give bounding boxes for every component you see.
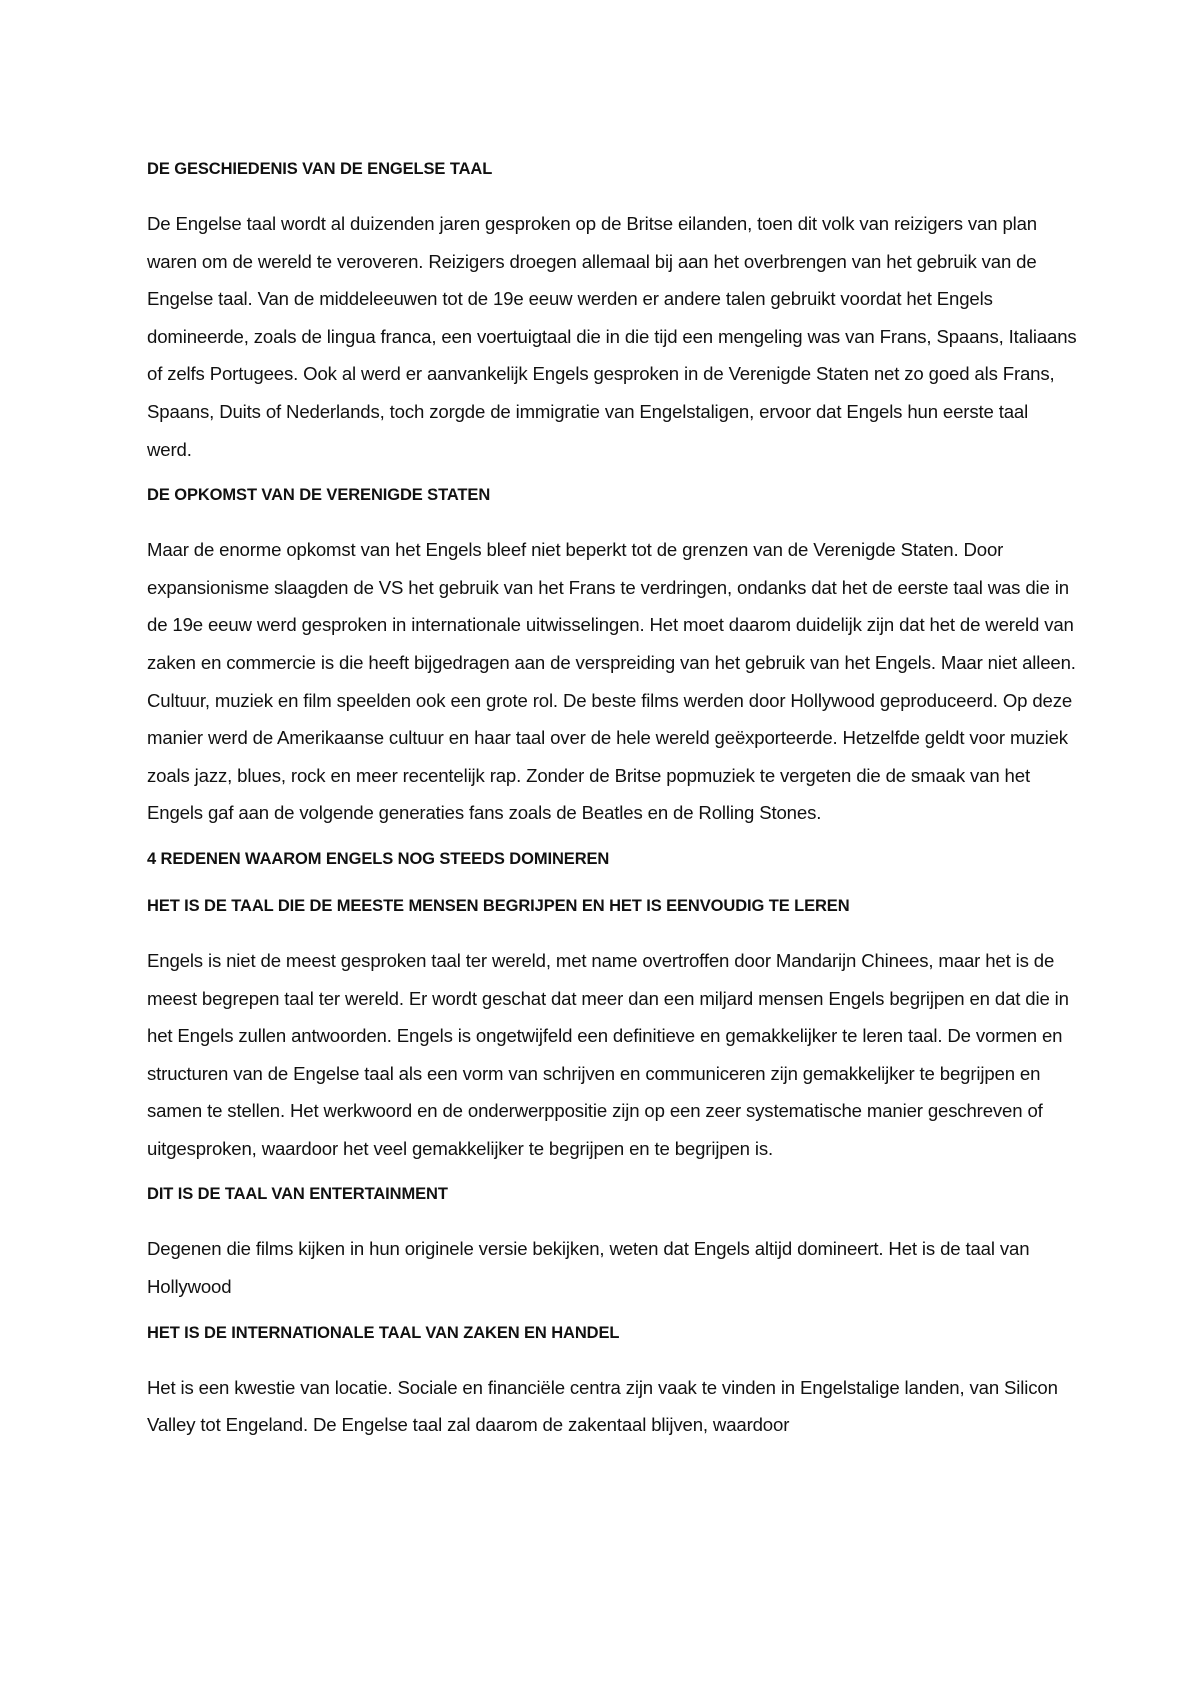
- document-body: [147, 158, 1077, 1444]
- section-heading-history: DE GESCHIEDENIS VAN DE ENGELSE TAAL: [147, 160, 493, 178]
- section-heading-entertainment: DIT IS DE TAAL VAN ENTERTAINMENT: [147, 1185, 448, 1204]
- section-heading-most-understood: HET IS DE TAAL DIE DE MEESTE MENSEN BEGRIJPEN EN HET IS EENVOUDIG TE LEREN: [147, 896, 850, 915]
- section-heading-rise-us: DE OPKOMST VAN DE VERENIGDE STATEN: [147, 486, 491, 505]
- section-paragraph-business: Het is een kwestie van locatie. Sociale en financiële centra zijn vaak te vinden in Engelstalige landen, van Silicon Valley tot Engeland. De Engelse taal zal daarom de zakentaal blijven, waardoor: [147, 1376, 1058, 1436]
- section-heading-four-reasons: 4 REDENEN WAAROM ENGELS NOG STEEDS DOMINEREN: [147, 849, 610, 868]
- section-paragraph-history: De Engelse taal wordt al duizenden jaren gesproken op de Britse eilanden, toen dit volk van reizigers van plan waren om de wereld te veroveren. Reizigers droegen allemaal bij aan het overbrengen van het gebruik van de Engelse taal. Van de middeleeuwen tot de 19e eeuw werden er andere talen gebruikt voordat het Engels domineerde, zoals de lingua franca, een voertuigtaal die in die tijd een mengeling was van Frans, Spaans, Italiaans of zelfs Portugees. Ook al werd er aanvankelijk Engels gesproken in de Verenigde Staten net zo goed als Frans, Spaans, Duits of Nederlands, toch zorgde de immigratie van Engelstaligen, ervoor dat Engels hun eerste taal werd.: [147, 213, 1077, 460]
- section-heading-business: HET IS DE INTERNATIONALE TAAL VAN ZAKEN EN HANDEL: [147, 1323, 620, 1342]
- section-paragraph-rise-us: Maar de enorme opkomst van het Engels bleef niet beperkt tot de grenzen van de Verenigde Staten. Door expansionisme slaagden de VS het gebruik van het Frans te verdringen, ondanks dat het de eerste taal was die in de 19e eeuw werd gesproken in internationale uitwisselingen. Het moet daarom duidelijk zijn dat het de wereld van zaken en commercie is die heeft bijgedragen aan de verspreiding van het gebruik van het Engels. Maar niet alleen. Cultuur, muziek en film speelden ook een grote rol. De beste films werden door Hollywood geproduceerd. Op deze manier werd de Amerikaanse cultuur en haar taal over de hele wereld geëxporteerde. Hetzelfde geldt voor muziek zoals jazz, blues, rock en meer recentelijk rap. Zonder de Britse popmuziek te vergeten die de smaak van het Engels gaf aan de volgende generaties fans zoals de Beatles en de Rolling Stones.: [147, 539, 1076, 824]
- section-paragraph-most-understood: Engels is niet de meest gesproken taal ter wereld, met name overtroffen door Mandarijn Chinees, maar het is de meest begrepen taal ter wereld. Er wordt geschat dat meer dan een miljard mensen Engels begrijpen en dat die in het Engels zullen antwoorden. Engels is ongetwijfeld een definitieve en gemakkelijker te leren taal. De vormen en structuren van de Engelse taal als een vorm van schrijven en communiceren zijn gemakkelijker te begrijpen en samen te stellen. Het werkwoord en de onderwerppositie zijn op een zeer systematische manier geschreven of uitgesproken, waardoor het veel gemakkelijker te begrijpen en te begrijpen is.: [147, 949, 1069, 1159]
- section-paragraph-entertainment: Degenen die films kijken in hun originele versie bekijken, weten dat Engels altijd domineert. Het is de taal van Hollywood: [147, 1238, 1030, 1298]
